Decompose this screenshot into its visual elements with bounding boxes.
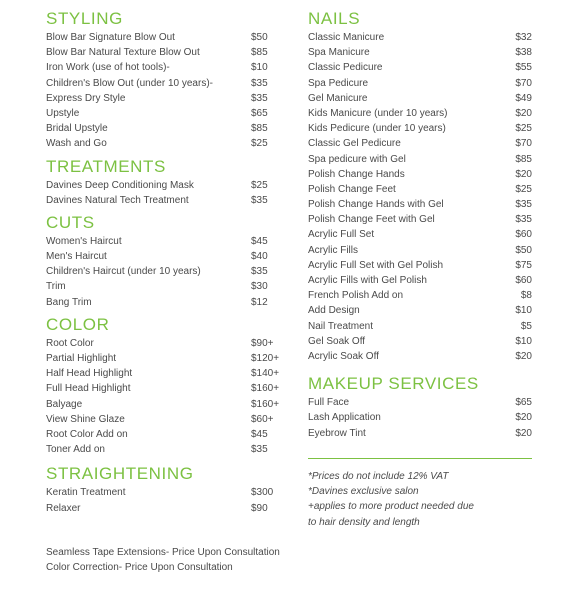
section-title: COLOR xyxy=(46,314,110,334)
service-price: $25 xyxy=(251,179,268,191)
service-row xyxy=(308,106,532,121)
footer-line: Seamless Tape Extensions- Price Upon Consultation xyxy=(46,547,280,558)
service-price: $60 xyxy=(515,275,532,286)
service-row xyxy=(308,227,532,242)
service-row xyxy=(46,427,286,442)
service-row xyxy=(46,366,286,381)
service-price: $20 xyxy=(515,350,532,362)
service-row xyxy=(308,426,532,441)
service-row xyxy=(46,279,286,294)
service-price: $25 xyxy=(251,138,268,150)
section-styling xyxy=(46,8,286,152)
service-price: $50 xyxy=(515,244,532,256)
service-row xyxy=(308,182,532,197)
service-name: Spa Manicure xyxy=(308,47,370,59)
service-price: $35 xyxy=(251,444,268,456)
service-row xyxy=(308,395,532,410)
service-row xyxy=(46,30,286,45)
service-row xyxy=(308,303,532,318)
service-name: Polish Change Feet with Gel xyxy=(308,214,435,226)
service-name: Men's Haircut xyxy=(46,251,107,263)
service-price: $10 xyxy=(515,335,532,347)
service-row xyxy=(308,121,532,136)
service-name: Bridal Upstyle xyxy=(46,123,108,135)
section-title: NAILS xyxy=(308,9,361,28)
section-title: STRAIGHTENING xyxy=(46,464,194,484)
service-price: $8 xyxy=(520,290,532,302)
service-row xyxy=(308,167,532,182)
service-price: $12 xyxy=(251,296,268,308)
section-title: CUTS xyxy=(46,212,95,232)
service-row xyxy=(308,136,532,151)
service-name: Half Head Highlight xyxy=(46,368,133,380)
section-makeup xyxy=(308,373,532,441)
service-name: Children's Haircut (under 10 years) xyxy=(46,266,201,278)
note-line: *Davines exclusive salon xyxy=(308,486,419,498)
service-row xyxy=(46,193,286,208)
service-name: Classic Gel Pedicure xyxy=(308,138,401,150)
service-name: Iron Work (use of hot tools)- xyxy=(46,62,170,74)
service-price: $35 xyxy=(515,199,532,211)
service-row xyxy=(46,60,286,75)
service-price: $70 xyxy=(515,138,532,150)
service-row xyxy=(46,351,286,366)
service-row xyxy=(46,45,286,60)
service-name: Root Color xyxy=(46,337,94,349)
service-name: Children's Blow Out (under 10 years)- xyxy=(46,77,213,89)
service-price: $60+ xyxy=(251,413,274,425)
service-row xyxy=(308,197,532,212)
service-row xyxy=(308,258,532,273)
note-line: +applies to more product needed due xyxy=(308,501,474,513)
service-price: $35 xyxy=(251,92,268,104)
service-row xyxy=(308,243,532,258)
service-name: Spa Pedicure xyxy=(308,77,369,89)
service-price: $5 xyxy=(520,320,532,332)
service-price: $65 xyxy=(515,397,532,409)
service-price: $50 xyxy=(251,32,268,43)
service-name: Classic Pedicure xyxy=(308,62,383,74)
service-price: $35 xyxy=(251,77,268,89)
service-price: $120+ xyxy=(251,353,280,364)
service-price: $85 xyxy=(251,123,268,135)
price-notes xyxy=(308,469,548,530)
service-row xyxy=(46,76,286,91)
note-line: to hair density and length xyxy=(308,516,420,528)
service-price: $32 xyxy=(515,32,532,43)
service-name: Acrylic Full Set xyxy=(308,229,375,241)
service-price: $38 xyxy=(515,47,532,59)
service-price: $85 xyxy=(251,47,268,59)
service-price: $55 xyxy=(515,62,532,74)
service-name: Gel Manicure xyxy=(308,92,368,104)
service-name: Trim xyxy=(46,281,66,293)
service-row xyxy=(46,397,286,412)
service-row xyxy=(308,152,532,167)
section-treatments xyxy=(46,156,286,208)
service-row xyxy=(46,106,286,121)
service-price: $75 xyxy=(515,259,532,271)
service-name: Gel Soak Off xyxy=(308,335,366,347)
service-name: Eyebrow Tint xyxy=(308,427,366,439)
section-title: STYLING xyxy=(46,9,123,28)
service-price: $30 xyxy=(251,281,268,293)
service-price: $20 xyxy=(515,168,532,180)
service-name: View Shine Glaze xyxy=(46,413,125,425)
service-row xyxy=(46,485,286,500)
service-name: Lash Application xyxy=(308,412,381,424)
section-nails xyxy=(308,8,532,364)
service-name: Full Head Highlight xyxy=(46,383,131,395)
service-name: Nail Treatment xyxy=(308,320,374,332)
service-row xyxy=(308,212,532,227)
service-price: $35 xyxy=(251,194,268,206)
service-name: Full Face xyxy=(308,397,350,409)
service-price: $85 xyxy=(515,153,532,165)
service-name: Toner Add on xyxy=(46,444,105,456)
service-price: $10 xyxy=(515,305,532,317)
service-row xyxy=(308,410,532,425)
service-row xyxy=(308,273,532,288)
service-name: Keratin Treatment xyxy=(46,487,126,499)
note-line: *Prices do not include 12% VAT xyxy=(308,471,449,482)
service-name: Acrylic Fills with Gel Polish xyxy=(308,275,427,286)
service-name: Classic Manicure xyxy=(308,32,385,43)
service-price: $25 xyxy=(515,183,532,195)
section-color xyxy=(46,314,286,458)
service-row xyxy=(308,319,532,334)
service-name: Wash and Go xyxy=(46,138,107,150)
service-price: $35 xyxy=(515,214,532,226)
service-name: Polish Change Hands with Gel xyxy=(308,199,444,211)
service-row xyxy=(46,136,286,151)
service-row xyxy=(308,334,532,349)
service-row xyxy=(46,121,286,136)
service-price: $70 xyxy=(515,77,532,89)
service-name: Root Color Add on xyxy=(46,428,128,440)
service-row xyxy=(308,76,532,91)
service-price: $49 xyxy=(515,92,532,104)
service-row xyxy=(308,30,532,45)
service-row xyxy=(46,336,286,351)
service-row xyxy=(46,442,286,457)
service-name: Kids Pedicure (under 10 years) xyxy=(308,123,446,135)
service-price: $90+ xyxy=(251,337,274,349)
service-price: $90 xyxy=(251,502,268,514)
service-price: $40 xyxy=(251,251,268,263)
service-name: Acrylic Fills xyxy=(308,244,358,256)
service-row xyxy=(46,249,286,264)
service-price: $45 xyxy=(251,235,268,247)
service-price: $65 xyxy=(251,107,268,119)
section-straightening xyxy=(46,463,286,515)
service-price: $60 xyxy=(515,229,532,241)
service-name: Add Design xyxy=(308,305,360,317)
service-row xyxy=(46,501,286,516)
service-name: Spa pedicure with Gel xyxy=(308,153,406,165)
service-name: Davines Natural Tech Treatment xyxy=(46,194,189,206)
service-price: $160+ xyxy=(251,383,280,395)
service-row xyxy=(46,178,286,193)
service-price: $20 xyxy=(515,412,532,424)
service-row xyxy=(46,295,286,310)
service-name: Kids Manicure (under 10 years) xyxy=(308,107,448,119)
service-name: French Polish Add on xyxy=(308,290,404,302)
service-name: Bang Trim xyxy=(46,296,92,308)
footer-line: Color Correction- Price Upon Consultation xyxy=(46,562,233,574)
service-name: Blow Bar Signature Blow Out xyxy=(46,32,175,43)
service-row xyxy=(308,60,532,75)
service-row xyxy=(308,349,532,364)
consultation-notes xyxy=(46,545,346,575)
section-cuts xyxy=(46,212,286,310)
service-price: $300 xyxy=(251,487,274,499)
service-row xyxy=(308,288,532,303)
service-price: $140+ xyxy=(251,368,280,380)
left-column xyxy=(46,8,286,516)
service-name: Acrylic Full Set with Gel Polish xyxy=(308,259,444,271)
service-name: Davines Deep Conditioning Mask xyxy=(46,179,194,191)
service-row xyxy=(46,234,286,249)
service-row xyxy=(46,91,286,106)
service-price: $35 xyxy=(251,266,268,278)
service-price: $20 xyxy=(515,427,532,439)
section-title: TREATMENTS xyxy=(46,156,166,176)
service-name: Polish Change Feet xyxy=(308,183,396,195)
service-name: Balyage xyxy=(46,398,83,410)
service-name: Blow Bar Natural Texture Blow Out xyxy=(46,47,200,59)
service-price: $45 xyxy=(251,428,268,440)
service-name: Upstyle xyxy=(46,107,80,119)
service-row xyxy=(46,412,286,427)
service-price: $160+ xyxy=(251,398,280,410)
service-price: $25 xyxy=(515,123,532,135)
service-name: Relaxer xyxy=(46,502,81,514)
service-name: Women's Haircut xyxy=(46,235,122,247)
section-title: MAKEUP SERVICES xyxy=(308,374,479,394)
service-row xyxy=(46,381,286,396)
service-row xyxy=(308,91,532,106)
service-name: Partial Highlight xyxy=(46,353,117,364)
service-price: $20 xyxy=(515,107,532,119)
service-price: $10 xyxy=(251,62,268,74)
notes-divider xyxy=(308,458,532,459)
service-name: Acrylic Soak Off xyxy=(308,350,379,362)
service-row xyxy=(308,45,532,60)
service-row xyxy=(46,264,286,279)
service-name: Express Dry Style xyxy=(46,92,126,104)
service-name: Polish Change Hands xyxy=(308,168,405,180)
right-column xyxy=(308,8,532,441)
